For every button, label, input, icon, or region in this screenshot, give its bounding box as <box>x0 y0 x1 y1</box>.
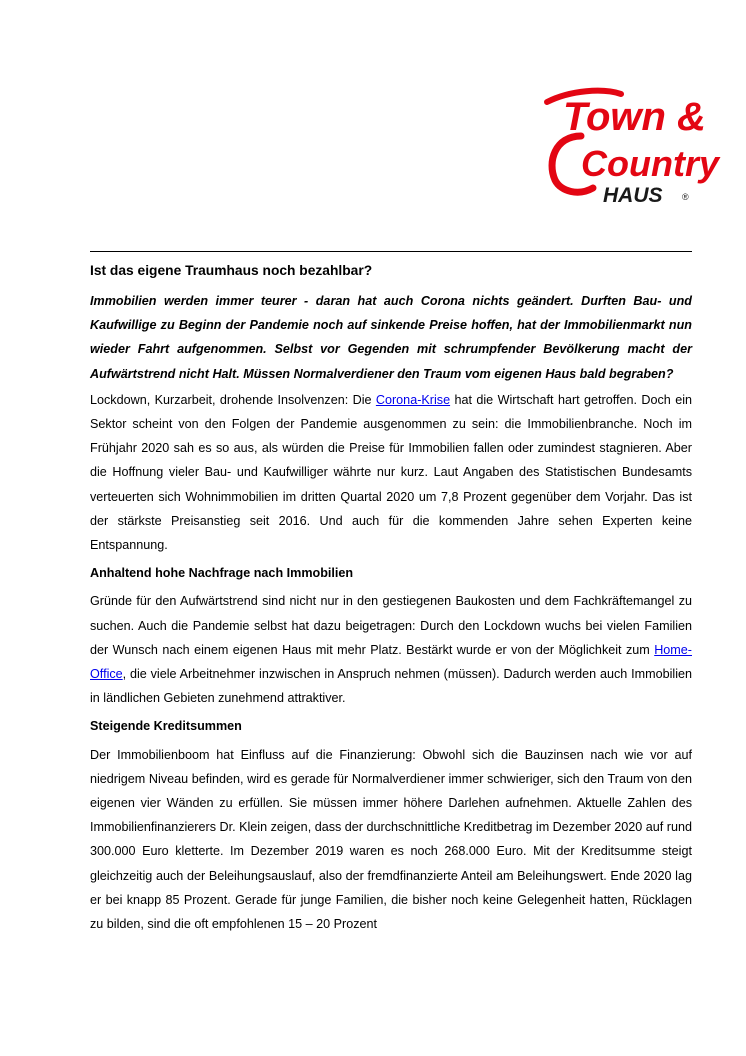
paragraph-2 <box>90 589 692 710</box>
header-divider <box>90 251 692 252</box>
logo-line2: Country <box>581 143 719 184</box>
logo-line3: HAUS <box>603 184 663 207</box>
article-lead: Immobilien werden immer teurer - daran hat auch Corona nichts geändert. Durften Bau- und Kaufwillige zu Beginn der Pandemie noch auf sinkende Preise hoffen, hat der Immobilienmarkt nun wieder Fahrt aufgenommen. Selbst vor Gegenden mit schrumpfender Bevölkerung macht der Aufwärtstrend nicht Halt. Müssen Normalverdiener den Traum vom eigenen Haus bald begraben? <box>90 294 692 381</box>
article-title: Ist das eigene Traumhaus noch bezahlbar? <box>90 263 373 278</box>
section-heading-demand: Anhaltend hohe Nachfrage nach Immobilien <box>90 566 354 581</box>
town-country-haus-logo <box>541 84 719 209</box>
paragraph-2-text-b: , die viele Arbeitnehmer inzwischen in Anspruch nehmen (müssen). Dadurch werden auch Immobilien in ländlichen Gebieten zunehmend attraktiver. <box>90 667 692 706</box>
home-office-link[interactable]: Home-Office <box>90 642 692 682</box>
paragraph-1 <box>90 388 692 557</box>
logo-graphic <box>541 84 719 209</box>
section-heading-credit: Steigende Kreditsummen <box>90 719 242 734</box>
corona-krise-link[interactable]: Corona-Krise <box>375 392 451 407</box>
paragraph-1-text-b: hat die Wirtschaft hart getroffen. Doch ein Sektor scheint von den Folgen der Pandemie ausgenommen zu sein: die Immobilienbranche. Noch im Frühjahr 2020 sah es so aus, als würden die Preise für Immobilien fallen oder zumindest stagnieren. Aber die Hoffnung vieler Bau- und Kaufwilliger währte nur kurz. Laut Angaben des Statistischen Bundesamts verteuerten sich Wohnimmobilien im dritten Quartal 2020 um 7,8 Prozent gegenüber dem Vorjahr. Das ist der stärkste Preisanstieg seit 2016. Und auch für die kommenden Jahre sehen Experten keine Entspannung. <box>90 392 692 553</box>
article-body <box>90 259 692 936</box>
paragraph-1-text-a: Lockdown, Kurzarbeit, drohende Insolvenzen: Die <box>90 392 376 407</box>
paragraph-3: Der Immobilienboom hat Einfluss auf die Finanzierung: Obwohl sich die Bauzinsen nach wie vor auf niedrigem Niveau befinden, wird es gerade für Normalverdiener immer schwieriger, sich den Traum von den eigenen vier Wänden zu erfüllen. Sie müssen immer höhere Darlehen aufnehmen. Aktuelle Zahlen des Immobilienfinanzierers Dr. Klein zeigen, dass der durchschnittliche Kreditbetrag im Dezember 2020 auf rund 300.000 Euro kletterte. Im Dezember 2019 waren es noch 268.000 Euro. Mit der Kreditsumme steigt gleichzeitig auch der Beleihungsauslauf, also der fremdfinanzierte Anteil am Beleihungswert. Ende 2020 lag er bei knapp 85 Prozent. Gerade für junge Familien, die bisher noch keine Gelegenheit hatten, Rücklagen zu bilden, sind die oft empfohlenen 15 – 20 Prozent <box>90 747 693 932</box>
logo-registered-mark: ® <box>682 192 689 202</box>
logo-line1: Town & <box>563 95 706 139</box>
paragraph-2-text-a: Gründe für den Aufwärtstrend sind nicht nur in den gestiegenen Baukosten und dem Fachkräftemangel zu suchen. Auch die Pandemie selbst hat dazu beigetragen: Durch den Lockdown wuchs bei vielen Familien der Wunsch nach einem eigenen Haus mit mehr Platz. Bestärkt wurde er von der Möglichkeit zum <box>90 594 692 657</box>
